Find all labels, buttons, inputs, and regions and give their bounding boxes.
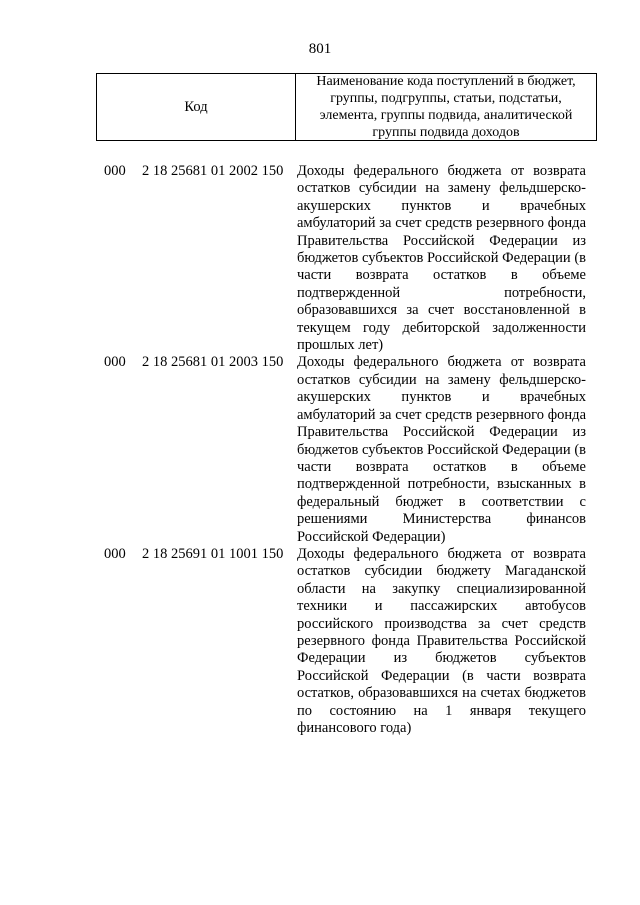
revenue-code: 2 18 25681 01 2003 150	[142, 354, 284, 371]
table-header	[96, 73, 597, 141]
admin-code: 000	[104, 354, 126, 371]
revenue-code: 2 18 25681 01 2002 150	[142, 163, 284, 179]
admin-code: 000	[104, 163, 126, 179]
header-code-cell: Код	[97, 74, 296, 140]
page-number: 801	[308, 41, 332, 57]
revenue-description: Доходы федерального бюджета от возврата остатков субсидии бюджету Магаданской области на закупку специализированной техники и пассажирских автобусов российского производства за счет средств резервного фонда Правительства Российской Федерации из бюджетов субъектов Российской Федерации (в части возврата остатков, образовавшихся на счетах бюджетов по состоянию на 1 января текущего финансового года)	[297, 545, 586, 736]
table-row	[0, 546, 640, 737]
admin-code: 000	[104, 545, 126, 562]
table-row	[0, 354, 640, 545]
table-body	[0, 163, 640, 737]
revenue-code: 2 18 25691 01 1001 150	[142, 545, 284, 562]
table-row	[0, 163, 640, 354]
revenue-description: Доходы федерального бюджета от возврата остатков субсидии на замену фельдшерско-акушерских пунктов и врачебных амбулаторий за счет средств резервного фонда Правительства Российской Федерации из бюджетов субъектов Российской Федерации (в части возврата остатков в объеме подтвержденной потребности, взысканных в федеральный бюджет в соответствии с решениями Министерства финансов Российской Федерации)	[297, 354, 586, 545]
header-name-cell: Наименование кода поступлений в бюджет, группы, подгруппы, статьи, подстатьи, элемента, группы подвида, аналитической группы подвида доходов	[316, 74, 576, 140]
revenue-description: Доходы федерального бюджета от возврата остатков субсидии на замену фельдшерско-акушерских пунктов и врачебных амбулаторий за счет средств резервного фонда Правительства Российской Федерации из бюджетов субъектов Российской Федерации (в части возврата остатков в объеме подтвержденной потребности, образовавшихся за счет восстановленной в текущем году дебиторской задолженности прошлых лет)	[297, 163, 586, 354]
